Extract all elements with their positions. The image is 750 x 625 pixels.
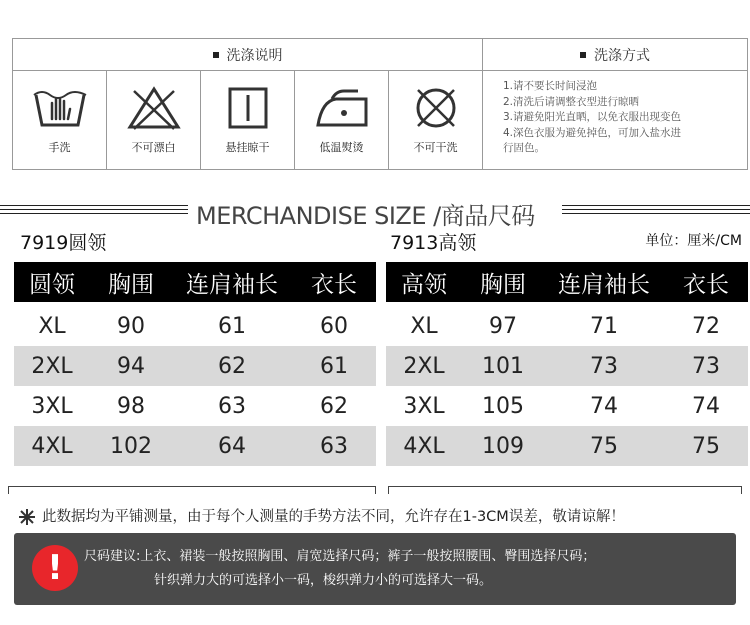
table-header — [386, 262, 748, 302]
sleeve-cell: 74 — [590, 393, 618, 419]
no-dry-clean-icon — [408, 85, 464, 131]
size-cell: 3XL — [31, 393, 73, 419]
hand-wash-icon — [32, 85, 88, 131]
table-row — [386, 426, 748, 466]
care-item-no-bleach — [107, 71, 201, 169]
size-cell: XL — [38, 313, 66, 339]
sleeve-cell: 71 — [590, 313, 618, 339]
table-bottom-bracket-left — [8, 486, 376, 494]
sleeve-cell: 75 — [590, 433, 618, 459]
size-cell: 4XL — [403, 433, 445, 459]
wash-instructions-title: 洗涤说明 — [226, 47, 283, 64]
care-label: 手洗 — [48, 141, 71, 154]
length-cell: 75 — [692, 433, 720, 459]
header-cell: 胸围 — [108, 271, 154, 298]
size-advice-banner — [14, 533, 736, 605]
decorative-lines-left — [0, 205, 188, 217]
decorative-lines-right — [562, 205, 750, 217]
no-bleach-icon — [126, 85, 182, 131]
chest-cell: 90 — [117, 313, 145, 339]
table-row — [14, 346, 376, 386]
right-model-label: 7913高领 — [390, 232, 477, 254]
table-row — [14, 386, 376, 426]
wash-method-notes — [503, 79, 739, 157]
sleeve-cell: 73 — [590, 353, 618, 379]
measurement-note — [18, 505, 625, 526]
length-cell: 74 — [692, 393, 720, 419]
snowflake-icon — [18, 508, 36, 526]
table-row — [14, 426, 376, 466]
length-cell: 62 — [320, 393, 348, 419]
iron-low-icon — [314, 85, 370, 131]
note-line: 3.请避免阳光直晒，以免衣服出现变色 — [503, 111, 682, 124]
note-line: 行固色。 — [503, 142, 545, 155]
care-instructions-box — [12, 38, 748, 170]
table-bottom-bracket-right — [388, 486, 742, 494]
size-cell: XL — [410, 313, 438, 339]
header-cell: 衣长 — [683, 271, 729, 298]
hang-dry-icon — [220, 85, 276, 131]
header-cell: 高领 — [401, 271, 447, 298]
sleeve-cell: 61 — [218, 313, 246, 339]
sleeve-cell: 64 — [218, 433, 246, 459]
table-row — [14, 306, 376, 346]
care-item-hang-dry — [201, 71, 295, 169]
care-item-hand-wash — [13, 71, 107, 169]
size-cell: 3XL — [403, 393, 445, 419]
care-icon-row — [13, 71, 483, 169]
note-line: 4.深色衣服为避免掉色，可加入盐水进 — [503, 126, 682, 139]
table-row — [386, 306, 748, 346]
size-table-right — [386, 262, 748, 466]
size-table-left — [14, 262, 376, 466]
header-cell: 胸围 — [480, 271, 526, 298]
header-cell: 连肩袖长 — [558, 271, 650, 298]
care-label: 不可漂白 — [131, 141, 176, 154]
length-cell: 60 — [320, 313, 348, 339]
chest-cell: 109 — [482, 433, 524, 459]
chest-cell: 97 — [489, 313, 517, 339]
sleeve-cell: 63 — [218, 393, 246, 419]
table-header — [14, 262, 376, 302]
measurement-note-text: 此数据均为平铺测量，由于每个人测量的手势方法不同，允许存在1-3CM误差，敬请谅解！ — [42, 509, 625, 525]
care-item-low-iron — [295, 71, 389, 169]
care-item-no-dry-clean — [389, 71, 482, 169]
chest-cell: 101 — [482, 353, 524, 379]
wash-method-header — [483, 39, 747, 71]
size-cell: 2XL — [31, 353, 73, 379]
care-label: 悬挂晾干 — [225, 141, 270, 154]
chest-cell: 94 — [117, 353, 145, 379]
table-row — [386, 386, 748, 426]
merchandise-size-title: MERCHANDISE SIZE /商品尺码 — [196, 202, 535, 230]
chest-cell: 102 — [110, 433, 152, 459]
size-cell: 4XL — [31, 433, 73, 459]
length-cell: 72 — [692, 313, 720, 339]
header-cell: 衣长 — [311, 271, 357, 298]
size-cell: 2XL — [403, 353, 445, 379]
advice-line: 针织弹力大的可选择小一码，梭织弹力小的可选择大一码。 — [154, 573, 493, 588]
length-cell: 73 — [692, 353, 720, 379]
size-advice-text — [84, 545, 724, 593]
header-cell: 圆领 — [29, 271, 75, 298]
bullet-icon — [580, 52, 586, 58]
advice-line: 尺码建议:上衣、裙装一般按照胸围、肩宽选择尺码；裤子一般按照腰围、臀围选择尺码； — [84, 549, 596, 564]
length-cell: 63 — [320, 433, 348, 459]
note-line: 2.清洗后请调整衣型进行晾晒 — [503, 95, 640, 108]
wash-instructions-header — [13, 39, 483, 71]
left-model-label: 7919圆领 — [20, 232, 107, 254]
warning-icon: ! — [32, 545, 78, 591]
length-cell: 61 — [320, 353, 348, 379]
care-label: 不可干洗 — [413, 141, 458, 154]
table-row — [386, 346, 748, 386]
chest-cell: 98 — [117, 393, 145, 419]
chest-cell: 105 — [482, 393, 524, 419]
wash-method-title: 洗涤方式 — [594, 47, 650, 64]
header-cell: 连肩袖长 — [186, 271, 278, 298]
sleeve-cell: 62 — [218, 353, 246, 379]
bullet-icon — [213, 52, 219, 58]
care-label: 低温熨烫 — [319, 141, 364, 154]
note-line: 1.请不要长时间浸泡 — [503, 80, 598, 92]
unit-label: 单位：厘米/CM — [645, 233, 742, 249]
